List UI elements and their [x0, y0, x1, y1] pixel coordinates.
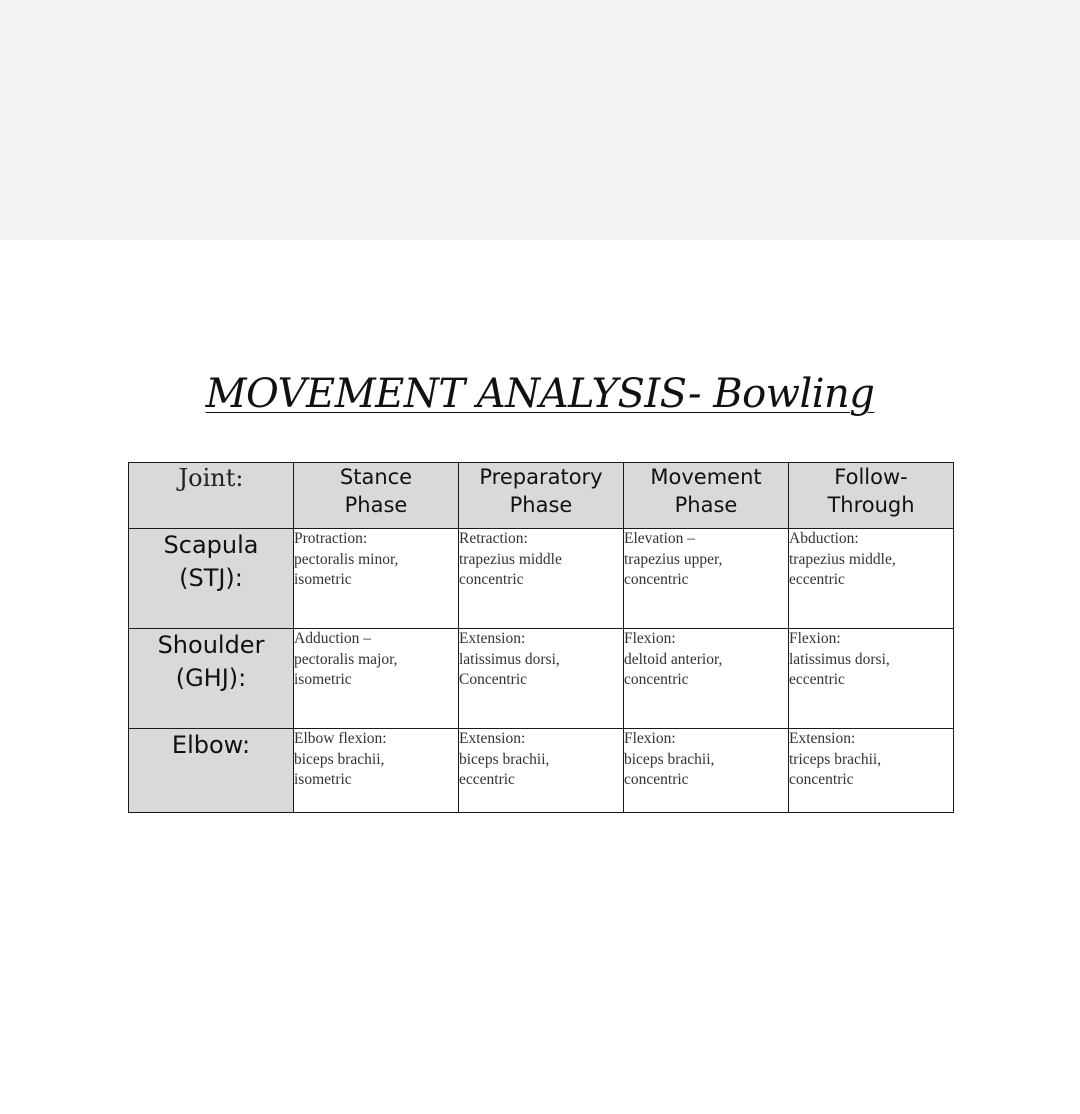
table-cell: Flexion: latissimus dorsi, eccentric — [789, 629, 954, 729]
document-page — [0, 240, 1080, 1114]
table-cell: Abduction: trapezius middle, eccentric — [789, 529, 954, 629]
table-cell: Protraction: pectoralis minor, isometric — [294, 529, 459, 629]
table-header-row — [129, 463, 954, 529]
table-cell: Extension: latissimus dorsi, Concentric — [459, 629, 624, 729]
table-cell: Extension: biceps brachii, eccentric — [459, 729, 624, 813]
row-header-scapula: Scapula (STJ): — [129, 529, 294, 629]
document-title-text: MOVEMENT ANALYSIS- Bowling — [205, 371, 875, 417]
column-header-follow-through: Follow- Through — [789, 463, 954, 529]
column-header-preparatory-phase: Preparatory Phase — [459, 463, 624, 529]
document-title — [0, 365, 1080, 423]
row-header-shoulder: Shoulder (GHJ): — [129, 629, 294, 729]
column-header-stance-phase: Stance Phase — [294, 463, 459, 529]
column-header-movement-phase: Movement Phase — [624, 463, 789, 529]
movement-analysis-table — [128, 462, 954, 813]
table-cell: Elevation – trapezius upper, concentric — [624, 529, 789, 629]
table-cell: Elbow flexion: biceps brachii, isometric — [294, 729, 459, 813]
table-cell: Flexion: biceps brachii, concentric — [624, 729, 789, 813]
column-header-joint: Joint: — [129, 463, 294, 529]
table-cell: Flexion: deltoid anterior, concentric — [624, 629, 789, 729]
table-row-shoulder — [129, 629, 954, 729]
table-row-elbow — [129, 729, 954, 813]
row-header-elbow: Elbow: — [129, 729, 294, 813]
table-cell: Retraction: trapezius middle concentric — [459, 529, 624, 629]
table-row-scapula — [129, 529, 954, 629]
table-cell: Extension: triceps brachii, concentric — [789, 729, 954, 813]
top-margin-band — [0, 0, 1080, 240]
table-cell: Adduction – pectoralis major, isometric — [294, 629, 459, 729]
